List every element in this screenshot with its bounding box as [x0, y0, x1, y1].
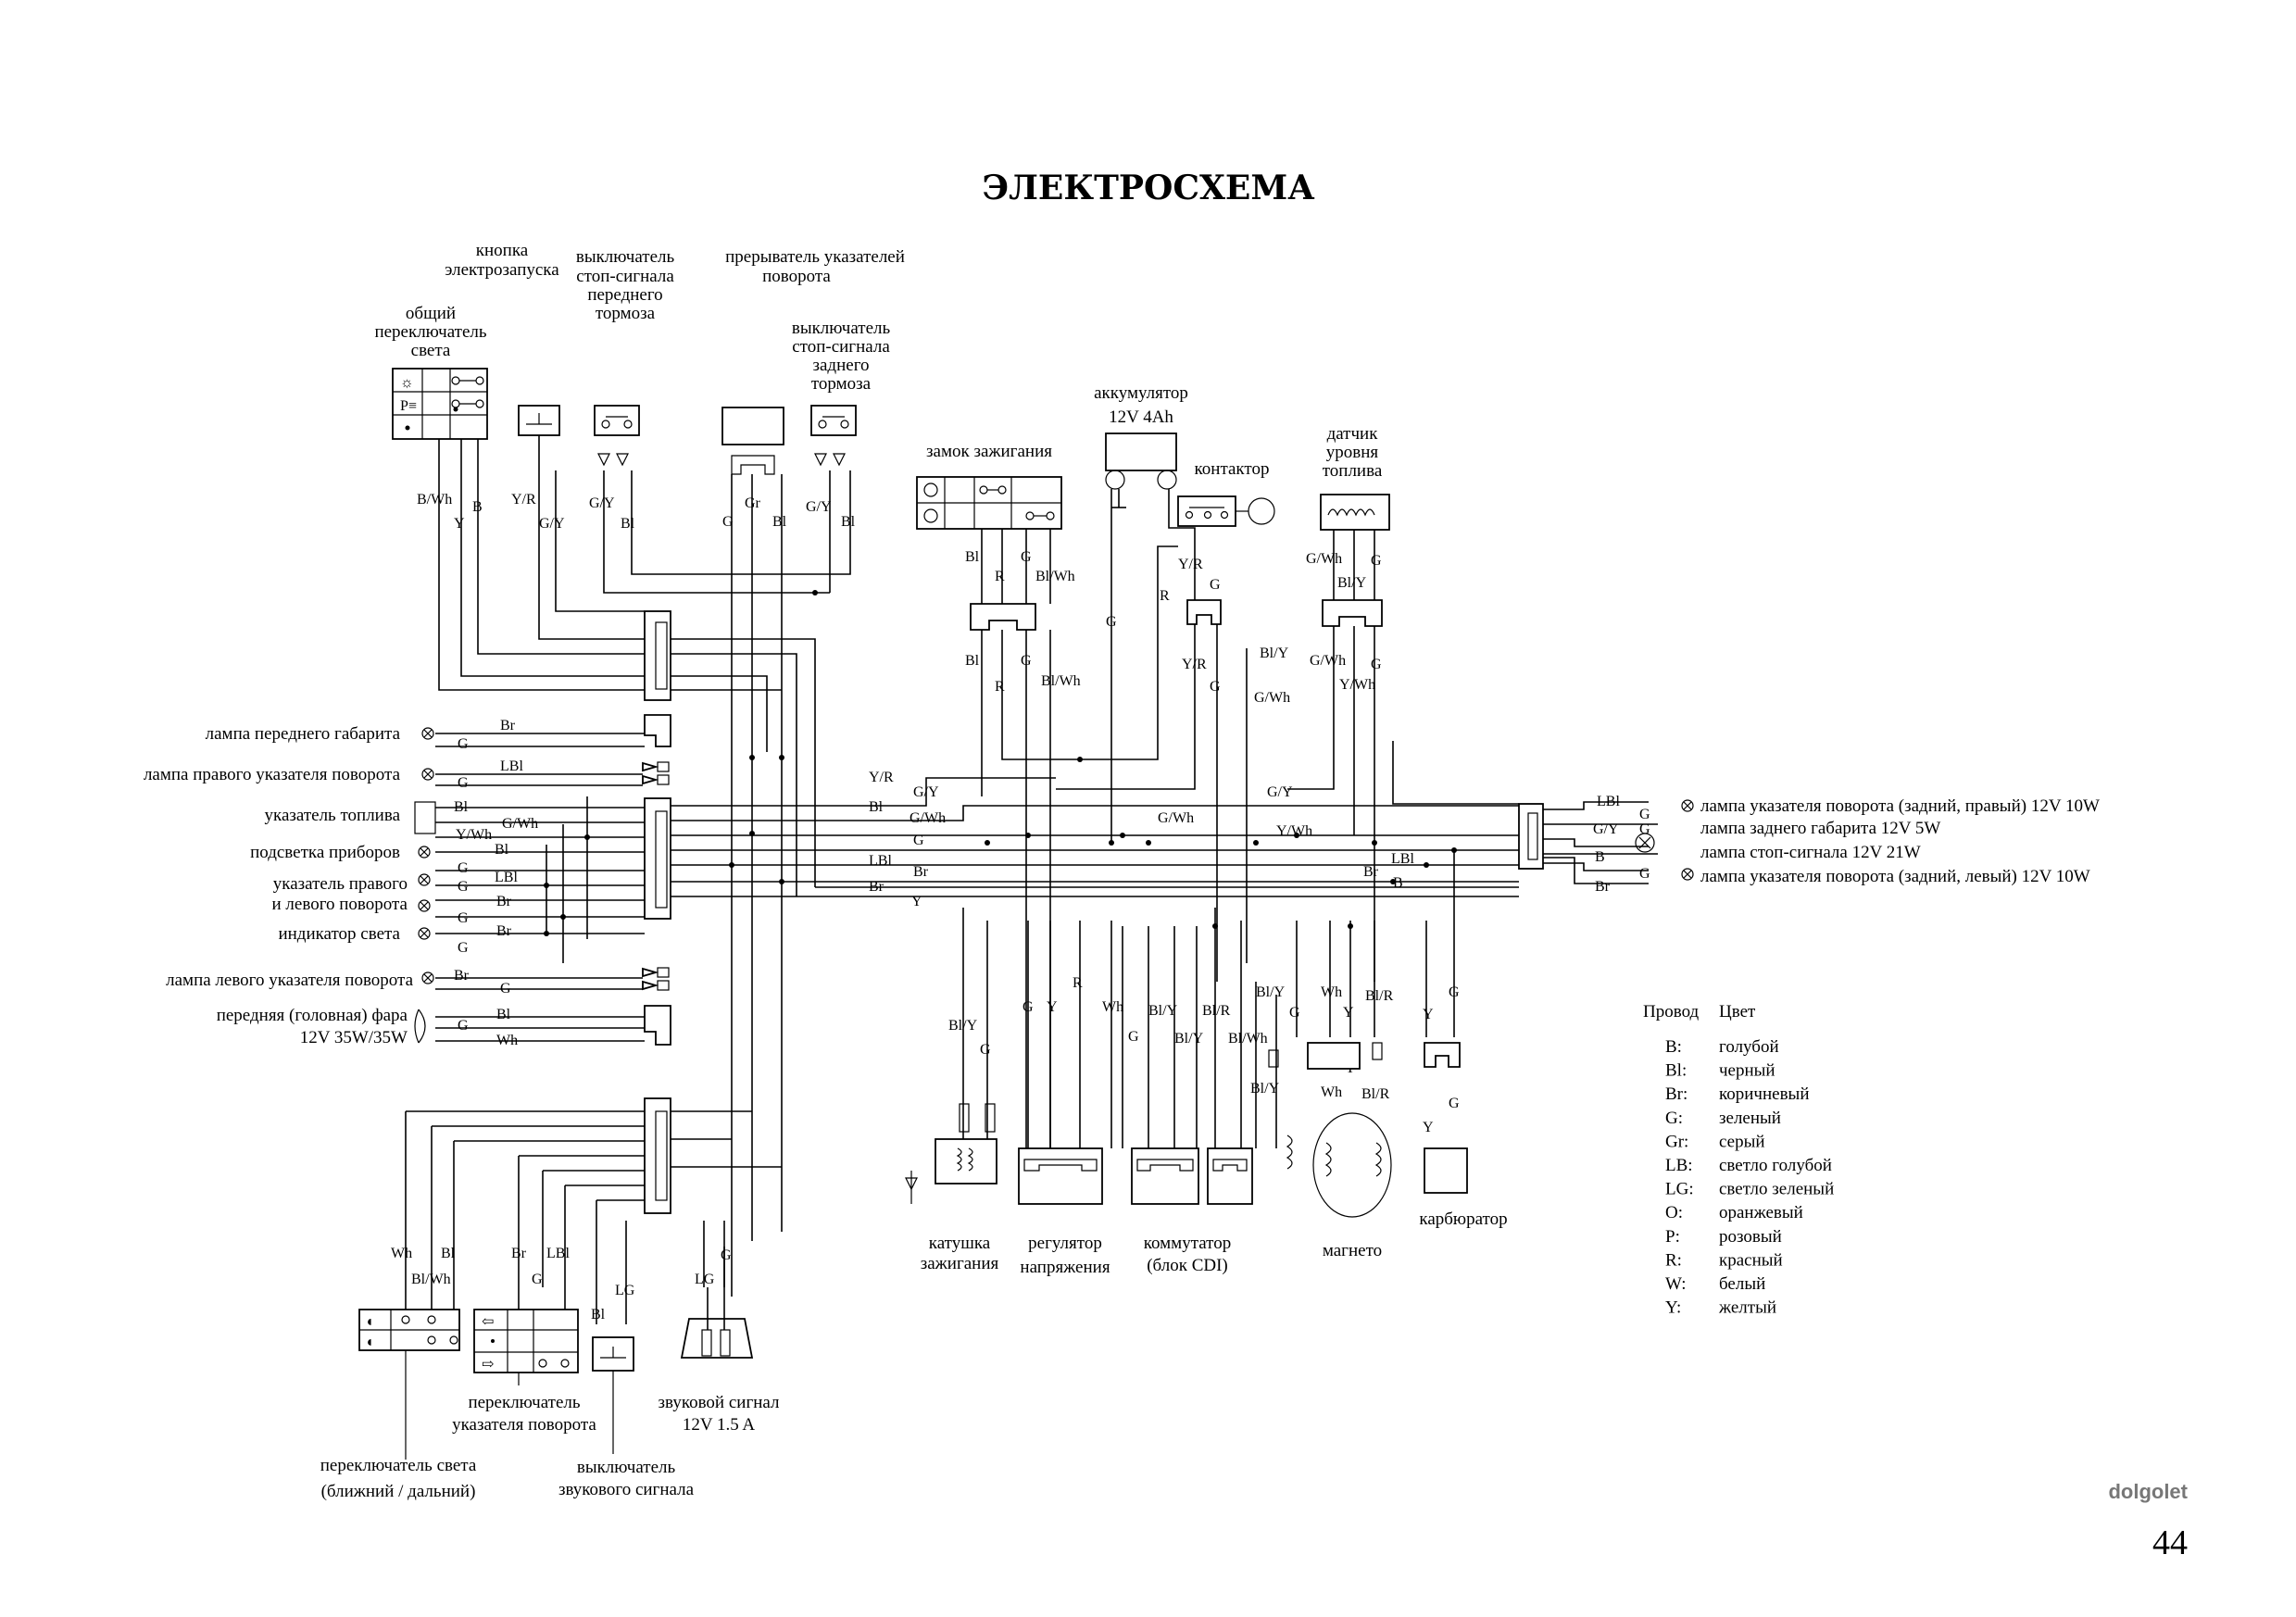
svg-text:стоп-сигнала: стоп-сигнала	[576, 267, 674, 286]
main-light-switch-label	[374, 304, 486, 360]
svg-text:G: G	[1128, 1029, 1139, 1045]
legend-code: LG:	[1665, 1179, 1694, 1199]
svg-text:Bl/Y: Bl/Y	[1337, 575, 1367, 591]
svg-text:тормоза: тормоза	[810, 374, 872, 394]
contactor	[1178, 496, 1274, 526]
svg-text:12V 1.5 A: 12V 1.5 A	[682, 1415, 756, 1435]
rear-right-turn-label: лампа указателя поворота (задний, правый) 12V 10W	[1700, 796, 2100, 816]
svg-text:G: G	[1021, 653, 1032, 669]
svg-text:G/Wh: G/Wh	[1306, 551, 1343, 567]
lamp-icon	[419, 928, 430, 939]
front-brake-switch-label	[576, 247, 675, 323]
module-wire-codes	[948, 975, 1460, 1135]
ignition-lock-label: замок зажигания	[926, 442, 1052, 461]
svg-text:Y/R: Y/R	[511, 492, 536, 508]
rear-brake-switch	[811, 406, 856, 465]
svg-text:Bl/R: Bl/R	[1202, 1003, 1231, 1019]
svg-text:G/Y: G/Y	[539, 516, 565, 532]
svg-text:R: R	[995, 679, 1005, 695]
svg-text:B: B	[472, 499, 483, 515]
svg-text:заднего: заднего	[812, 356, 870, 375]
svg-text:G: G	[1449, 984, 1460, 1000]
relay-wire-codes	[722, 495, 761, 530]
junction-dots	[544, 590, 1457, 936]
fuel-gauge-icon	[415, 802, 435, 834]
svg-text:Bl/Wh: Bl/Wh	[1041, 673, 1081, 689]
legend-color-name: желтый	[1719, 1297, 1777, 1318]
legend-code: G:	[1665, 1108, 1683, 1128]
svg-text:Br: Br	[511, 1246, 526, 1261]
legend-color-name: серый	[1719, 1132, 1765, 1152]
svg-text:G: G	[1639, 821, 1650, 837]
svg-text:регулятор: регулятор	[1028, 1234, 1102, 1253]
legend-code: P:	[1665, 1226, 1680, 1247]
lamp-icon	[419, 900, 430, 911]
svg-text:выключатель: выключатель	[791, 319, 891, 338]
svg-text:выключатель: выключатель	[576, 1458, 676, 1477]
rear-harness-connector	[1519, 804, 1543, 869]
lamp-icon	[1682, 869, 1693, 880]
svg-text:G: G	[1371, 553, 1382, 569]
svg-text:Bl/Y: Bl/Y	[1174, 1031, 1204, 1047]
svg-text:Y: Y	[911, 894, 922, 909]
svg-text:датчик: датчик	[1326, 424, 1378, 444]
main-harness-connector-1	[645, 611, 671, 700]
svg-text:G/Y: G/Y	[589, 495, 615, 511]
module-labels	[921, 1210, 1508, 1277]
svg-text:G: G	[458, 736, 469, 752]
turn-indicator-label-1: указатель правого	[272, 874, 408, 894]
svg-text:G: G	[1023, 999, 1034, 1015]
svg-text:напряжения: напряжения	[1020, 1258, 1110, 1277]
rear-brake-switch-label	[792, 319, 891, 394]
svg-text:G: G	[500, 981, 511, 997]
left-turn-connector	[643, 968, 669, 990]
svg-text:Y/Wh: Y/Wh	[1276, 823, 1313, 839]
svg-text:Bl/R: Bl/R	[1361, 1086, 1390, 1102]
svg-text:поворота: поворота	[762, 267, 831, 286]
arrow-right-icon: ⇨	[482, 1357, 495, 1373]
svg-text:Br: Br	[869, 879, 884, 895]
ignition-coil	[906, 1104, 997, 1204]
headlight-label-1: передняя (головная) фара	[216, 1006, 408, 1025]
starter-motor-icon	[1248, 498, 1274, 524]
svg-text:Y: Y	[454, 516, 465, 532]
svg-text:Bl/Y: Bl/Y	[1148, 1003, 1178, 1019]
svg-text:переключатель света: переключатель света	[320, 1456, 477, 1475]
svg-text:общий: общий	[405, 304, 457, 323]
svg-text:LBl: LBl	[500, 758, 523, 774]
svg-text:магнето: магнето	[1322, 1241, 1383, 1260]
svg-text:G: G	[458, 860, 469, 876]
svg-text:(ближний / дальний): (ближний / дальний)	[320, 1482, 476, 1501]
svg-text:Y/Wh: Y/Wh	[456, 827, 493, 843]
light-indicator-label: индикатор света	[278, 924, 400, 944]
dashboard-connector	[645, 798, 671, 919]
svg-text:переднего: переднего	[587, 285, 663, 305]
legend-code: W:	[1665, 1274, 1687, 1294]
svg-text:зажигания: зажигания	[920, 1254, 999, 1273]
turn-relay-label	[725, 247, 905, 286]
turn-relay	[722, 407, 784, 474]
svg-text:Bl: Bl	[591, 1307, 606, 1322]
right-turn-connector	[643, 762, 669, 784]
svg-text:12V 4Ah: 12V 4Ah	[1109, 407, 1173, 427]
svg-text:тормоза: тормоза	[595, 304, 656, 323]
svg-text:B/Wh: B/Wh	[417, 492, 453, 508]
svg-text:Wh: Wh	[1102, 999, 1124, 1015]
arrow-left-icon: ⇦	[482, 1314, 495, 1330]
turn-indicator-label-2: и левого поворота	[271, 895, 408, 914]
start-button-wire-codes	[511, 492, 565, 532]
rear-wire-codes	[1593, 794, 1650, 895]
svg-text:Bl: Bl	[496, 1007, 511, 1022]
start-button	[519, 406, 559, 435]
svg-text:G: G	[1371, 657, 1382, 672]
sun-icon: ☼	[400, 375, 414, 391]
lamp-icon	[422, 769, 433, 780]
cdi-unit	[1132, 1148, 1252, 1204]
front-brake-switch	[595, 406, 639, 465]
svg-text:Bl: Bl	[441, 1246, 456, 1261]
rear-left-turn-label: лампа указателя поворота (задний, левый) 12V 10W	[1700, 867, 2090, 886]
headlight-label-2: 12V 35W/35W	[299, 1028, 408, 1047]
start-button-label	[445, 241, 559, 280]
wire-color-legend	[1643, 1002, 1834, 1318]
svg-text:G/Wh: G/Wh	[1158, 810, 1195, 826]
fuel-sensor	[1321, 495, 1389, 530]
legend-code: O:	[1665, 1203, 1683, 1223]
svg-text:LG: LG	[695, 1272, 715, 1287]
lamp-icon	[419, 874, 430, 885]
svg-text:Wh: Wh	[496, 1033, 519, 1048]
legend-color-name: красный	[1719, 1250, 1783, 1271]
legend-color-name: голубой	[1719, 1037, 1779, 1057]
battery	[1106, 433, 1176, 508]
svg-text:Bl: Bl	[772, 514, 787, 530]
legend-color-name: светло голубой	[1719, 1156, 1832, 1175]
legend-color-name: светло зеленый	[1719, 1179, 1835, 1199]
svg-text:G: G	[1210, 577, 1221, 593]
svg-text:переключатель: переключатель	[468, 1393, 581, 1412]
brake-lamp-label: лампа стоп-сигнала 12V 21W	[1700, 843, 1921, 862]
svg-text:Bl: Bl	[965, 549, 980, 565]
svg-text:света: света	[410, 341, 451, 360]
right-turn-lamp-label: лампа правого указателя поворота	[143, 765, 400, 784]
svg-text:G: G	[1639, 866, 1650, 882]
legend-color-name: коричневый	[1719, 1084, 1810, 1105]
svg-text:G: G	[722, 514, 734, 530]
svg-text:G/Wh: G/Wh	[502, 816, 539, 832]
legend-code: Y:	[1665, 1297, 1682, 1318]
legend-code: LB:	[1665, 1156, 1693, 1175]
svg-text:Bl: Bl	[869, 799, 884, 815]
svg-text:коммутатор: коммутатор	[1143, 1234, 1232, 1253]
svg-text:электрозапуска: электрозапуска	[445, 260, 559, 280]
dash-light-label: подсветка приборов	[250, 843, 400, 862]
svg-text:Bl/Y: Bl/Y	[1250, 1081, 1280, 1097]
svg-text:LBl: LBl	[546, 1246, 570, 1261]
svg-text:аккумулятор: аккумулятор	[1094, 383, 1188, 403]
fuel-sensor-connector	[1323, 600, 1382, 626]
svg-text:Br: Br	[500, 718, 515, 733]
svg-text:G/Wh: G/Wh	[910, 810, 947, 826]
lamp-icon	[422, 972, 433, 984]
svg-text:G/Y: G/Y	[913, 784, 939, 800]
horn-switch	[593, 1337, 634, 1371]
svg-text:B: B	[1595, 849, 1605, 865]
svg-text:LBl: LBl	[869, 853, 892, 869]
svg-text:Bl: Bl	[495, 842, 509, 858]
svg-text:Bl/Y: Bl/Y	[1256, 984, 1286, 1000]
legend-color-name: зеленый	[1719, 1108, 1781, 1128]
svg-text:G: G	[532, 1272, 543, 1287]
svg-text:Y: Y	[1047, 999, 1058, 1015]
svg-text:Br: Br	[496, 894, 511, 909]
svg-text:Y/R: Y/R	[1178, 557, 1203, 572]
svg-text:Y/R: Y/R	[869, 770, 894, 785]
front-brake-wire-codes	[589, 495, 635, 532]
svg-text:G: G	[458, 910, 469, 926]
svg-text:Y: Y	[1423, 1007, 1434, 1022]
svg-text:G/Y: G/Y	[1593, 821, 1619, 837]
svg-text:Y: Y	[1423, 1120, 1434, 1135]
svg-text:G/Wh: G/Wh	[1310, 653, 1347, 669]
svg-text:G/Y: G/Y	[806, 499, 832, 515]
left-wire-codes	[454, 718, 538, 1048]
legend-color-name: розовый	[1719, 1226, 1782, 1247]
svg-text:выключатель: выключатель	[575, 247, 675, 267]
legend-code: B:	[1665, 1037, 1682, 1057]
legend-code: Gr:	[1665, 1132, 1689, 1152]
svg-text:G: G	[913, 833, 924, 848]
svg-text:Bl: Bl	[965, 653, 980, 669]
svg-text:G: G	[1289, 1005, 1300, 1021]
svg-text:Bl: Bl	[841, 514, 856, 530]
svg-text:Bl: Bl	[454, 799, 469, 815]
svg-text:G: G	[980, 1042, 991, 1058]
low-beam-icon: ◖	[365, 1335, 374, 1350]
watermark: dolgolet	[2108, 1480, 2188, 1503]
legend-code: Br:	[1665, 1084, 1688, 1105]
svg-text:Br: Br	[496, 923, 511, 939]
svg-text:Br: Br	[1595, 879, 1610, 895]
legend-color-name: белый	[1719, 1274, 1766, 1294]
lamp-icon	[419, 846, 430, 858]
svg-text:указателя поворота: указателя поворота	[452, 1415, 596, 1435]
front-position-lamp-label: лампа переднего габарита	[205, 724, 400, 744]
svg-text:LBl: LBl	[1391, 851, 1414, 867]
svg-text:звуковой сигнал: звуковой сигнал	[658, 1393, 780, 1412]
svg-text:LBl: LBl	[495, 870, 518, 885]
magneto	[1269, 1043, 1391, 1217]
main-switch-wire-codes	[417, 492, 483, 532]
svg-text:Wh: Wh	[391, 1246, 413, 1261]
main-light-switch	[393, 369, 487, 439]
svg-text:Gr: Gr	[745, 495, 760, 511]
front-position-connector	[645, 715, 671, 746]
svg-text:карбюратор: карбюратор	[1419, 1210, 1508, 1229]
svg-text:Bl: Bl	[621, 516, 635, 532]
svg-text:G: G	[458, 940, 469, 956]
svg-text:G: G	[458, 1018, 469, 1034]
svg-text:Цвет: Цвет	[1719, 1002, 1756, 1022]
legend-code: R:	[1665, 1250, 1682, 1271]
g-wh-junction-code: G/Wh	[1254, 690, 1291, 706]
legend-color-name: черный	[1719, 1060, 1775, 1081]
parking-light-icon: P≡	[400, 398, 417, 414]
svg-text:G: G	[1021, 549, 1032, 565]
svg-text:G: G	[458, 775, 469, 791]
svg-text:стоп-сигнала: стоп-сигнала	[792, 337, 890, 357]
svg-text:G: G	[1449, 1096, 1460, 1111]
svg-text:прерыватель указателей: прерыватель указателей	[725, 247, 905, 267]
battery-ground-code: G	[1106, 614, 1117, 630]
high-beam-icon: ◖	[365, 1314, 374, 1330]
svg-text:B: B	[1393, 875, 1403, 891]
svg-text:уровня: уровня	[1325, 443, 1379, 462]
svg-text:Bl/Wh: Bl/Wh	[1228, 1031, 1268, 1047]
lamp-icon	[1682, 800, 1693, 811]
svg-text:переключатель: переключатель	[374, 322, 487, 342]
fuel-sensor-label	[1323, 424, 1383, 481]
beam-switch	[359, 1310, 459, 1350]
svg-text:LBl: LBl	[1597, 794, 1620, 809]
handlebar-connector	[645, 1098, 671, 1213]
diagram-title: ЭЛЕКТРОСХЕМА	[982, 169, 1315, 207]
svg-text:Bl/Y: Bl/Y	[948, 1018, 978, 1034]
svg-text:R: R	[1073, 975, 1083, 991]
ignition-lock-connector	[971, 604, 1035, 630]
rear-brake-wire-codes	[772, 499, 856, 530]
svg-text:R: R	[995, 569, 1005, 584]
svg-text:Bl/R: Bl/R	[1365, 988, 1394, 1004]
svg-text:G: G	[721, 1247, 732, 1263]
svg-text:Wh: Wh	[1321, 1084, 1343, 1100]
svg-text:звукового сигнала: звукового сигнала	[558, 1480, 695, 1499]
horn	[682, 1247, 752, 1358]
bus-wire-codes	[869, 770, 1414, 909]
fuel-gauge-label: указатель топлива	[264, 806, 400, 825]
voltage-regulator	[1019, 1148, 1102, 1204]
contactor-label: контактор	[1194, 459, 1270, 479]
svg-text:Br: Br	[913, 864, 928, 880]
legend-color-name: оранжевый	[1719, 1203, 1803, 1223]
left-turn-lamp-label: лампа левого указателя поворота	[166, 971, 413, 990]
lamp-icon	[422, 728, 433, 739]
contactor-wire-codes	[1160, 557, 1221, 695]
contactor-connector	[1187, 600, 1221, 624]
turn-switch	[474, 1310, 578, 1373]
svg-text:топлива: топлива	[1322, 461, 1383, 481]
headlight-connector	[645, 1006, 671, 1045]
svg-text:G: G	[1210, 679, 1221, 695]
svg-text:Br: Br	[1363, 864, 1378, 880]
left-lamp-symbols	[415, 728, 435, 1043]
carburetor	[1424, 1043, 1467, 1193]
svg-text:кнопка: кнопка	[475, 241, 529, 260]
svg-text:Y/R: Y/R	[1182, 657, 1207, 672]
svg-text:R: R	[1160, 588, 1170, 604]
svg-text:Bl/Wh: Bl/Wh	[411, 1272, 451, 1287]
battery-label	[1094, 383, 1188, 427]
rear-position-label: лампа заднего габарита 12V 5W	[1700, 819, 1941, 838]
svg-text:Y: Y	[1343, 1005, 1354, 1021]
svg-text:LG: LG	[615, 1283, 635, 1298]
bl-y-junction-code: Bl/Y	[1260, 646, 1289, 661]
svg-text:(блок CDI): (блок CDI)	[1147, 1256, 1228, 1275]
legend-code: Bl:	[1665, 1060, 1687, 1081]
headlight-icon	[415, 1009, 425, 1043]
svg-text:G/Y: G/Y	[1267, 784, 1293, 800]
svg-text:Y/Wh: Y/Wh	[1339, 677, 1376, 693]
svg-text:Провод: Провод	[1643, 1002, 1700, 1022]
svg-text:Bl/Wh: Bl/Wh	[1035, 569, 1075, 584]
svg-text:Wh: Wh	[1321, 984, 1343, 1000]
svg-text:катушка: катушка	[928, 1234, 991, 1253]
svg-text:G: G	[1639, 807, 1650, 822]
svg-text:Br: Br	[454, 968, 469, 984]
ignition-lock	[917, 477, 1061, 529]
svg-text:G: G	[458, 879, 469, 895]
page-number: 44	[2152, 1523, 2188, 1562]
